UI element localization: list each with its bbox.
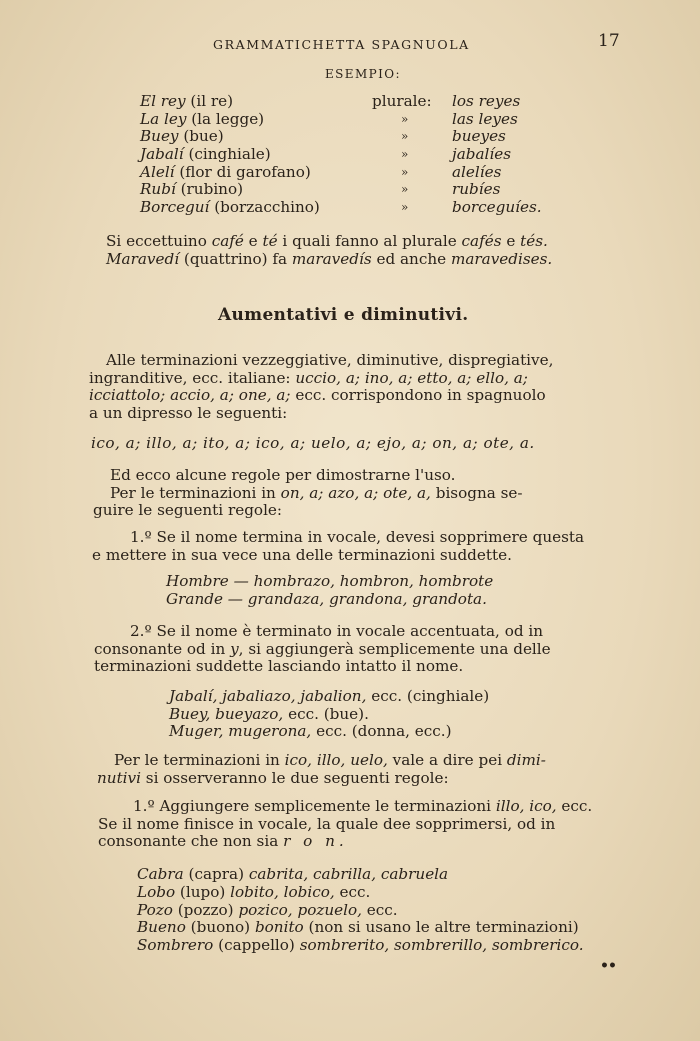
text: , si aggiungerà semplicemente una delle	[238, 639, 551, 658]
text: Maravedí	[106, 249, 180, 268]
example-word: Jabalí	[140, 145, 184, 164]
text: Buey, bueyazo,	[169, 704, 284, 723]
example-word: El rey	[140, 92, 186, 110]
text: 1.º Aggiungere semplicemente le terminazioni	[133, 797, 496, 815]
example-gloss: (il re)	[185, 92, 234, 110]
example-gloss: (borzacchino)	[209, 198, 320, 217]
endings-line: ico, a; illo, a; ito, a; ico, a; uelo, a; ejo, a; on, a; ote, a.	[91, 434, 535, 452]
example-plural: jabalíes	[452, 145, 512, 164]
example-gloss: (la legge)	[186, 109, 265, 128]
text: maravedises.	[450, 249, 553, 268]
text: Si eccettuino	[106, 232, 212, 250]
example-word: Rubí	[140, 180, 176, 199]
text: 1.º Se il nome termina in vocale, devesi sopprimere questa	[130, 528, 585, 546]
text: (pozzo)	[172, 900, 239, 919]
list-item	[137, 884, 584, 902]
example-plural: rubíes	[452, 180, 501, 199]
text: bonito	[254, 918, 304, 937]
example-plural: alelíes	[452, 162, 502, 181]
text: ecc. (donna, ecc.)	[311, 722, 452, 741]
text: ecc.	[334, 882, 371, 901]
page-number: 17	[598, 31, 620, 51]
text: (quattrino) fa	[179, 249, 292, 268]
text: ingranditive, ecc. italiane:	[89, 368, 296, 387]
list-item	[137, 902, 584, 920]
text: e mettere in sua vece una delle terminazioni suddette.	[92, 545, 512, 564]
text: tés.	[520, 232, 548, 250]
text: Se il nome finisce in vocale, la quale dee sopprimersi, od in	[98, 814, 556, 833]
list-item	[137, 866, 584, 884]
text: dimi-	[506, 751, 546, 769]
text: ico, illo, uelo,	[284, 751, 388, 769]
text: 2.º Se il nome è terminato in vocale accentuata, od in	[130, 622, 544, 640]
text: cafés	[461, 232, 502, 250]
text: Hombre — hombrazo, hombron, hombrote	[166, 572, 494, 590]
ditto-mark: »	[401, 147, 409, 162]
signature-mark: ••	[600, 958, 616, 974]
text: Cabra	[137, 865, 184, 883]
ditto-mark: »	[401, 200, 409, 215]
text: ecc. (bue).	[283, 704, 369, 723]
text: ed anche	[371, 249, 451, 268]
example-row	[140, 199, 580, 217]
text: Jabalí, jabaliazo, jabalion,	[169, 687, 367, 705]
example-row	[140, 181, 580, 199]
text: a un dipresso le seguenti:	[89, 403, 288, 422]
text: ecc. corrispondono in spagnuolo	[290, 386, 546, 405]
example-gloss: (cinghiale)	[183, 145, 271, 164]
text: Lobo	[137, 882, 176, 901]
text: sombrerito, sombrerillo, sombrerico.	[299, 936, 584, 955]
text: Bueno	[137, 918, 186, 937]
example-word: La ley	[140, 109, 187, 128]
ditto-mark: »	[401, 182, 409, 197]
text: uccio, a; ino, a; etto, a; ello, a;	[295, 368, 528, 387]
example-row	[140, 93, 580, 111]
diminutive-rule-1-paragraph	[98, 798, 592, 851]
section-heading: Aumentativi e diminutivi.	[218, 305, 469, 325]
text: terminazioni suddette lasciando intatto il nome.	[94, 657, 464, 676]
example-word: Alelí	[140, 162, 175, 181]
text: pozico, pozuelo,	[238, 900, 362, 919]
text: consonante che non sia	[98, 832, 284, 851]
example-word: Buey	[140, 127, 179, 146]
text: (buono)	[185, 918, 255, 937]
example-plural: bueyes	[452, 127, 506, 146]
example-plural: las leyes	[452, 109, 518, 128]
text: té	[262, 232, 278, 250]
text: Per le terminazioni in	[114, 751, 285, 769]
text: ecc.	[361, 900, 398, 919]
ditto-mark: »	[401, 111, 409, 126]
rule-1-examples	[166, 573, 493, 608]
text: bisogna se-	[430, 483, 523, 502]
plural-example-table	[140, 93, 580, 217]
intro-paragraph	[89, 352, 553, 422]
list-item	[137, 937, 584, 955]
text: e	[501, 232, 521, 250]
exception-paragraph	[106, 233, 552, 268]
text: (lupo)	[175, 882, 231, 901]
text: ecc.	[556, 797, 593, 815]
text: guire le seguenti regole:	[93, 501, 283, 520]
rule-2-examples	[169, 688, 489, 741]
example-row	[140, 128, 580, 146]
text: r o n.	[283, 832, 348, 851]
text: Muger, mugerona,	[169, 722, 312, 741]
text: Grande — grandaza, grandona, grandota.	[166, 589, 487, 608]
example-gloss: (flor di garofano)	[174, 162, 311, 181]
text: (non si usano le altre terminazioni)	[303, 918, 579, 937]
example-plural: borceguíes.	[452, 198, 542, 217]
text: ecc. (cinghiale)	[366, 687, 490, 705]
esempio-label: ESEMPIO:	[325, 67, 401, 81]
text: Alle terminazioni vezzeggiative, diminutive, dispregiative,	[106, 351, 554, 369]
rules-intro-paragraph	[93, 467, 523, 520]
list-item	[137, 919, 584, 937]
example-row	[140, 164, 580, 182]
running-head: GRAMMATICHETTA SPAGNUOLA	[213, 37, 470, 52]
diminutive-intro-paragraph	[97, 752, 546, 787]
text: illo, ico,	[495, 797, 557, 815]
text: Sombrero	[137, 936, 214, 955]
text: Pozo	[137, 900, 173, 919]
plural-marker: plurale:	[372, 92, 432, 110]
example-word: Borceguí	[140, 198, 210, 217]
example-row	[140, 146, 580, 164]
text: maravedís	[291, 249, 372, 268]
text: (capra)	[183, 865, 249, 883]
text: nutivi	[97, 768, 141, 787]
text: (cappello)	[213, 936, 300, 955]
text: i quali fanno al plurale	[277, 232, 462, 250]
rule-1-paragraph	[92, 529, 584, 564]
example-row	[140, 111, 580, 129]
example-gloss: (bue)	[178, 127, 224, 146]
text: Ed ecco alcune regole per dimostrarne l'uso.	[110, 466, 456, 484]
text: si osserveranno le due seguenti regole:	[140, 768, 449, 787]
ditto-mark: »	[401, 164, 409, 179]
text: Per le terminazioni in	[110, 483, 281, 502]
text: icciattolo; accio, a; one, a;	[89, 386, 291, 405]
rule-2-paragraph	[94, 623, 551, 676]
text: vale a dire pei	[387, 751, 507, 769]
example-plural: los reyes	[452, 92, 521, 110]
text: y	[230, 639, 239, 658]
diminutive-examples	[137, 866, 584, 955]
text: e	[243, 232, 263, 250]
ditto-mark: »	[401, 129, 409, 144]
text: café	[211, 232, 244, 250]
text: on, a; azo, a; ote, a,	[280, 483, 431, 502]
text: consonante od in	[94, 639, 231, 658]
text: cabrita, cabrilla, cabruela	[248, 865, 449, 883]
text: lobito, lobico,	[230, 882, 335, 901]
example-gloss: (rubino)	[175, 180, 244, 199]
